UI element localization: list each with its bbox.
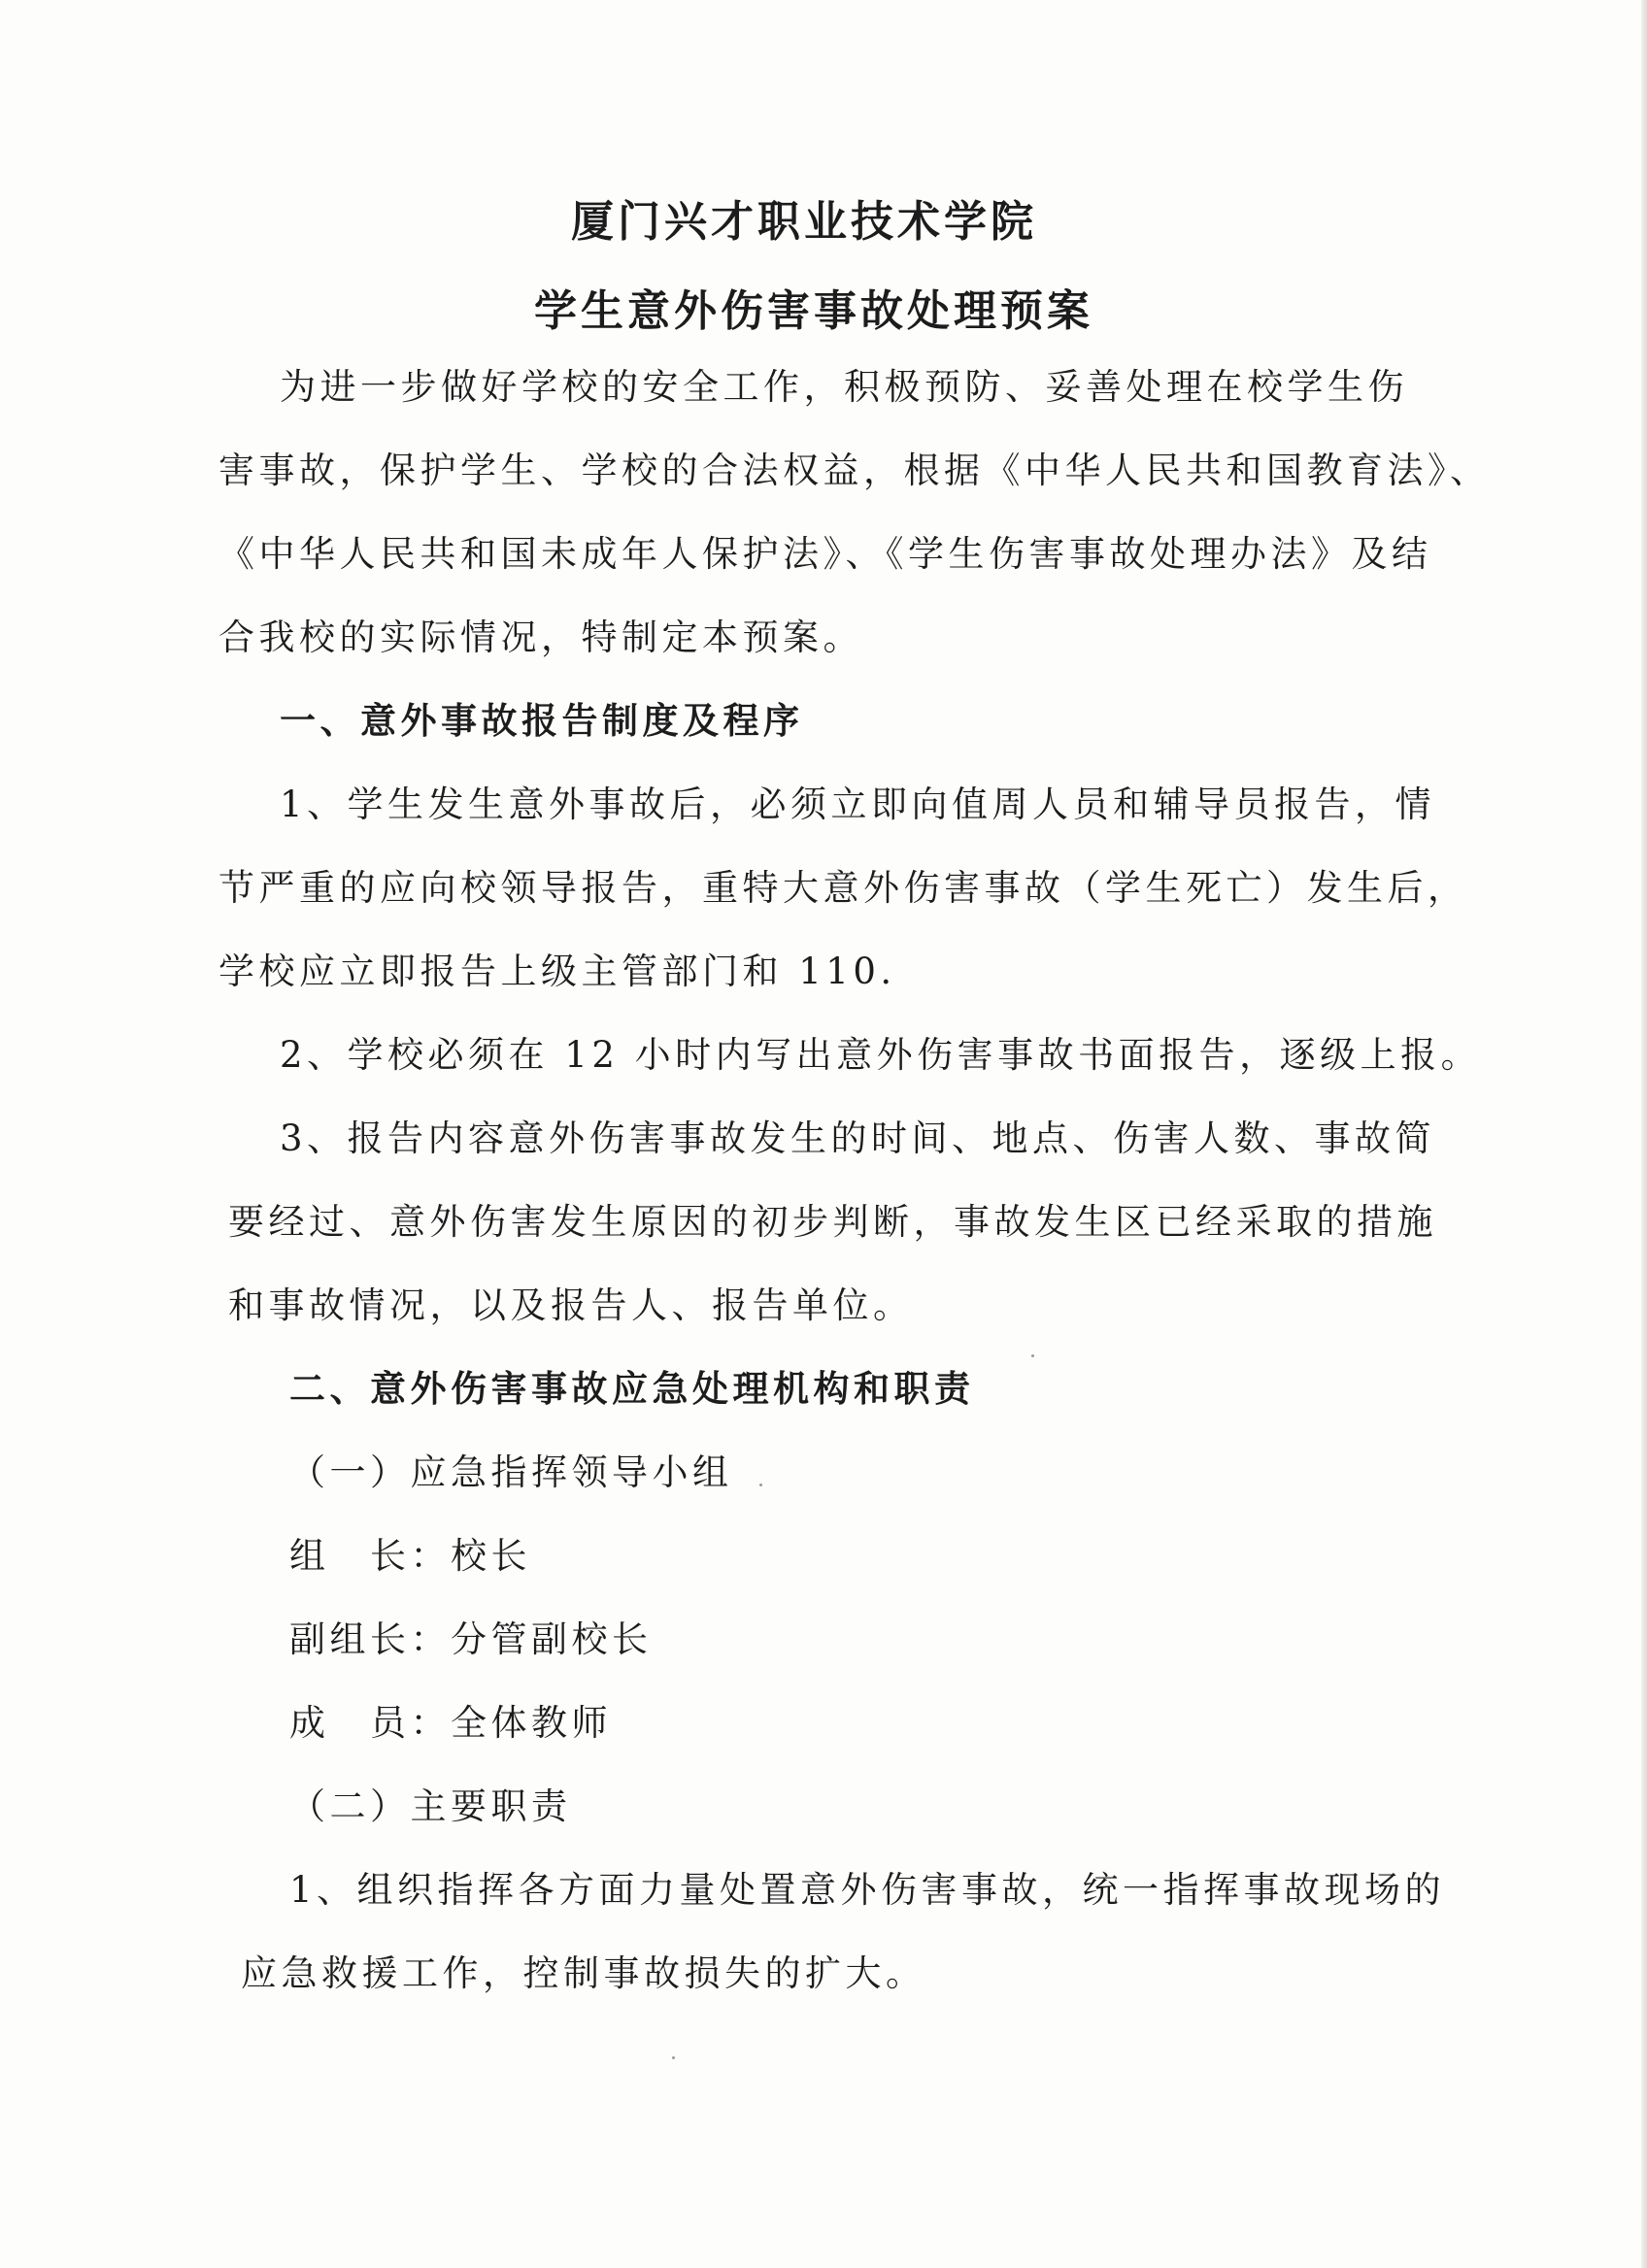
paragraph-line: 1、组织指挥各方面力量处置意外伤害事故，统一指挥事故现场的 bbox=[289, 1869, 1446, 1911]
member-line-members: 成 员：全体教师 bbox=[289, 1702, 612, 1744]
paragraph-line: 害事故，保护学生、学校的合法权益，根据《中华人民共和国教育法》、 bbox=[218, 450, 1491, 491]
member-line-leader: 组 长：校长 bbox=[289, 1535, 531, 1577]
document-title-plan: 学生意外伤害事故处理预案 bbox=[534, 286, 1093, 336]
paragraph-line: 3、报告内容意外伤害事故发生的时间、地点、伤害人数、事故简 bbox=[280, 1117, 1436, 1159]
scan-speck bbox=[759, 1484, 762, 1486]
subsection-heading: （二）主要职责 bbox=[289, 1785, 572, 1827]
paragraph-line: 和事故情况，以及报告人、报告单位。 bbox=[228, 1284, 914, 1326]
paragraph-line: 合我校的实际情况，特制定本预案。 bbox=[218, 617, 863, 658]
paragraph-line: 1、学生发生意外事故后，必须立即向值周人员和辅导员报告，情 bbox=[280, 784, 1436, 825]
paragraph-line: 要经过、意外伤害发生原因的初步判断，事故发生区已经采取的措施 bbox=[228, 1201, 1437, 1243]
document-title-school: 厦门兴才职业技术学院 bbox=[571, 197, 1037, 247]
scan-edge bbox=[1641, 0, 1647, 2268]
subsection-heading: （一）应急指挥领导小组 bbox=[289, 1451, 733, 1493]
paragraph-line: 为进一步做好学校的安全工作，积极预防、妥善处理在校学生伤 bbox=[280, 366, 1408, 408]
paragraph-line: 节严重的应向校领导报告，重特大意外伤害事故（学生死亡）发生后， bbox=[218, 867, 1468, 909]
scan-speck bbox=[672, 2056, 675, 2059]
paragraph-line: 学校应立即报告上级主管部门和 110. bbox=[218, 951, 896, 992]
paragraph-line: 《中华人民共和国未成年人保护法》、《学生伤害事故处理办法》及结 bbox=[218, 533, 1432, 575]
section-heading-report: 一、意外事故报告制度及程序 bbox=[280, 699, 804, 742]
scan-speck bbox=[1031, 1354, 1034, 1357]
paragraph-line: 2、学校必须在 12 小时内写出意外伤害事故书面报告，逐级上报。 bbox=[280, 1034, 1482, 1076]
section-heading-organization: 二、意外伤害事故应急处理机构和职责 bbox=[289, 1367, 975, 1410]
member-line-deputy: 副组长：分管副校长 bbox=[289, 1618, 653, 1660]
paragraph-line: 应急救援工作，控制事故损失的扩大。 bbox=[241, 1952, 926, 1994]
